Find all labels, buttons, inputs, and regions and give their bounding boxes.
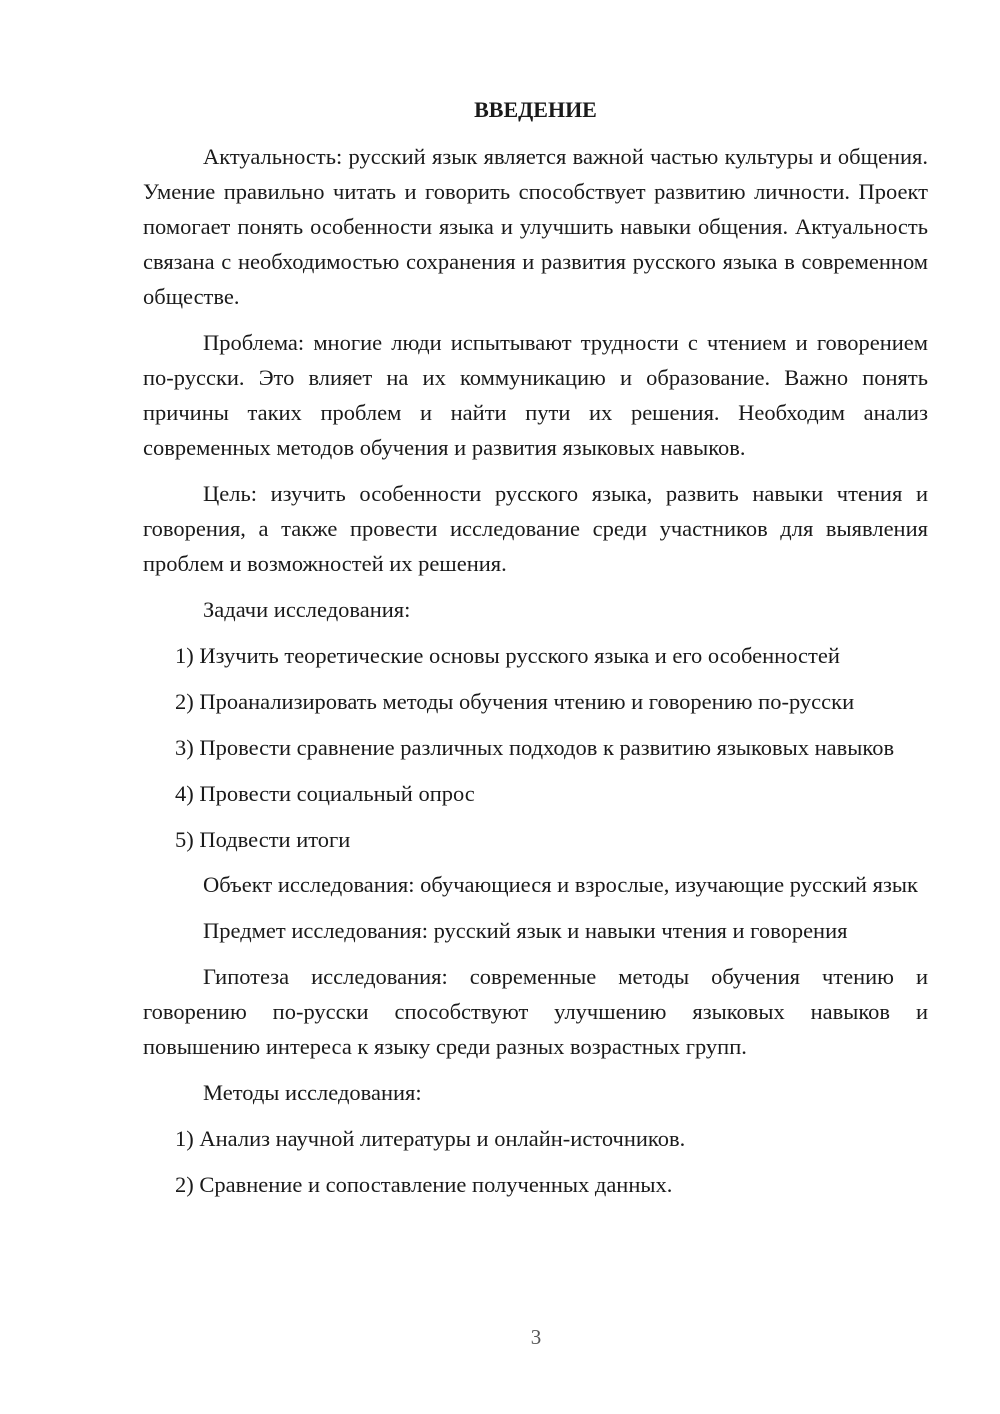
relevance-paragraph: Актуальность: русский язык является важной частью культуры и общения. Умение правильно читать и говорить способствует развитию личности. Проект помогает понять особенности языка и улучшить навыки общения. Актуальность связана с необходимостью сохранения и развития русского языка в современном обществе.	[143, 144, 928, 309]
method-item: 2) Сравнение и сопоставление полученных данных.	[175, 1172, 673, 1197]
method-item: 1) Анализ научной литературы и онлайн-источников.	[175, 1126, 686, 1151]
task-item: 2) Проанализировать методы обучения чтению и говорению по-русски	[175, 689, 855, 714]
goal-paragraph: Цель: изучить особенности русского языка, развить навыки чтения и говорения, а также провести исследование среди участников для выявления проблем и возможностей их решения.	[143, 481, 928, 576]
task-item: 4) Провести социальный опрос	[175, 781, 475, 806]
methods-title: Методы исследования:	[203, 1080, 422, 1105]
problem-paragraph: Проблема: многие люди испытывают трудности с чтением и говорением по-русски. Это влияет на их коммуникацию и образование. Важно понять причины таких проблем и найти пути их решения. Необходим анализ современных методов обучения и развития языковых навыков.	[143, 330, 928, 460]
section-heading: ВВЕДЕНИЕ	[474, 97, 597, 122]
task-item: 5) Подвести итоги	[175, 827, 351, 852]
page-content	[143, 95, 928, 1202]
task-item: 3) Провести сравнение различных подходов к развитию языковых навыков	[175, 735, 895, 760]
tasks-title: Задачи исследования:	[203, 597, 411, 622]
task-item: 1) Изучить теоретические основы русского языка и его особенностей	[175, 643, 840, 668]
subject-paragraph: Предмет исследования: русский язык и навыки чтения и говорения	[203, 918, 848, 943]
page-number: 3	[530, 1325, 542, 1349]
object-paragraph: Объект исследования: обучающиеся и взрослые, изучающие русский язык	[203, 872, 918, 897]
hypothesis-paragraph: Гипотеза исследования: современные методы обучения чтению и говорению по-русски способствуют улучшению языковых навыков и повышению интереса к языку среди разных возрастных групп.	[143, 964, 928, 1059]
